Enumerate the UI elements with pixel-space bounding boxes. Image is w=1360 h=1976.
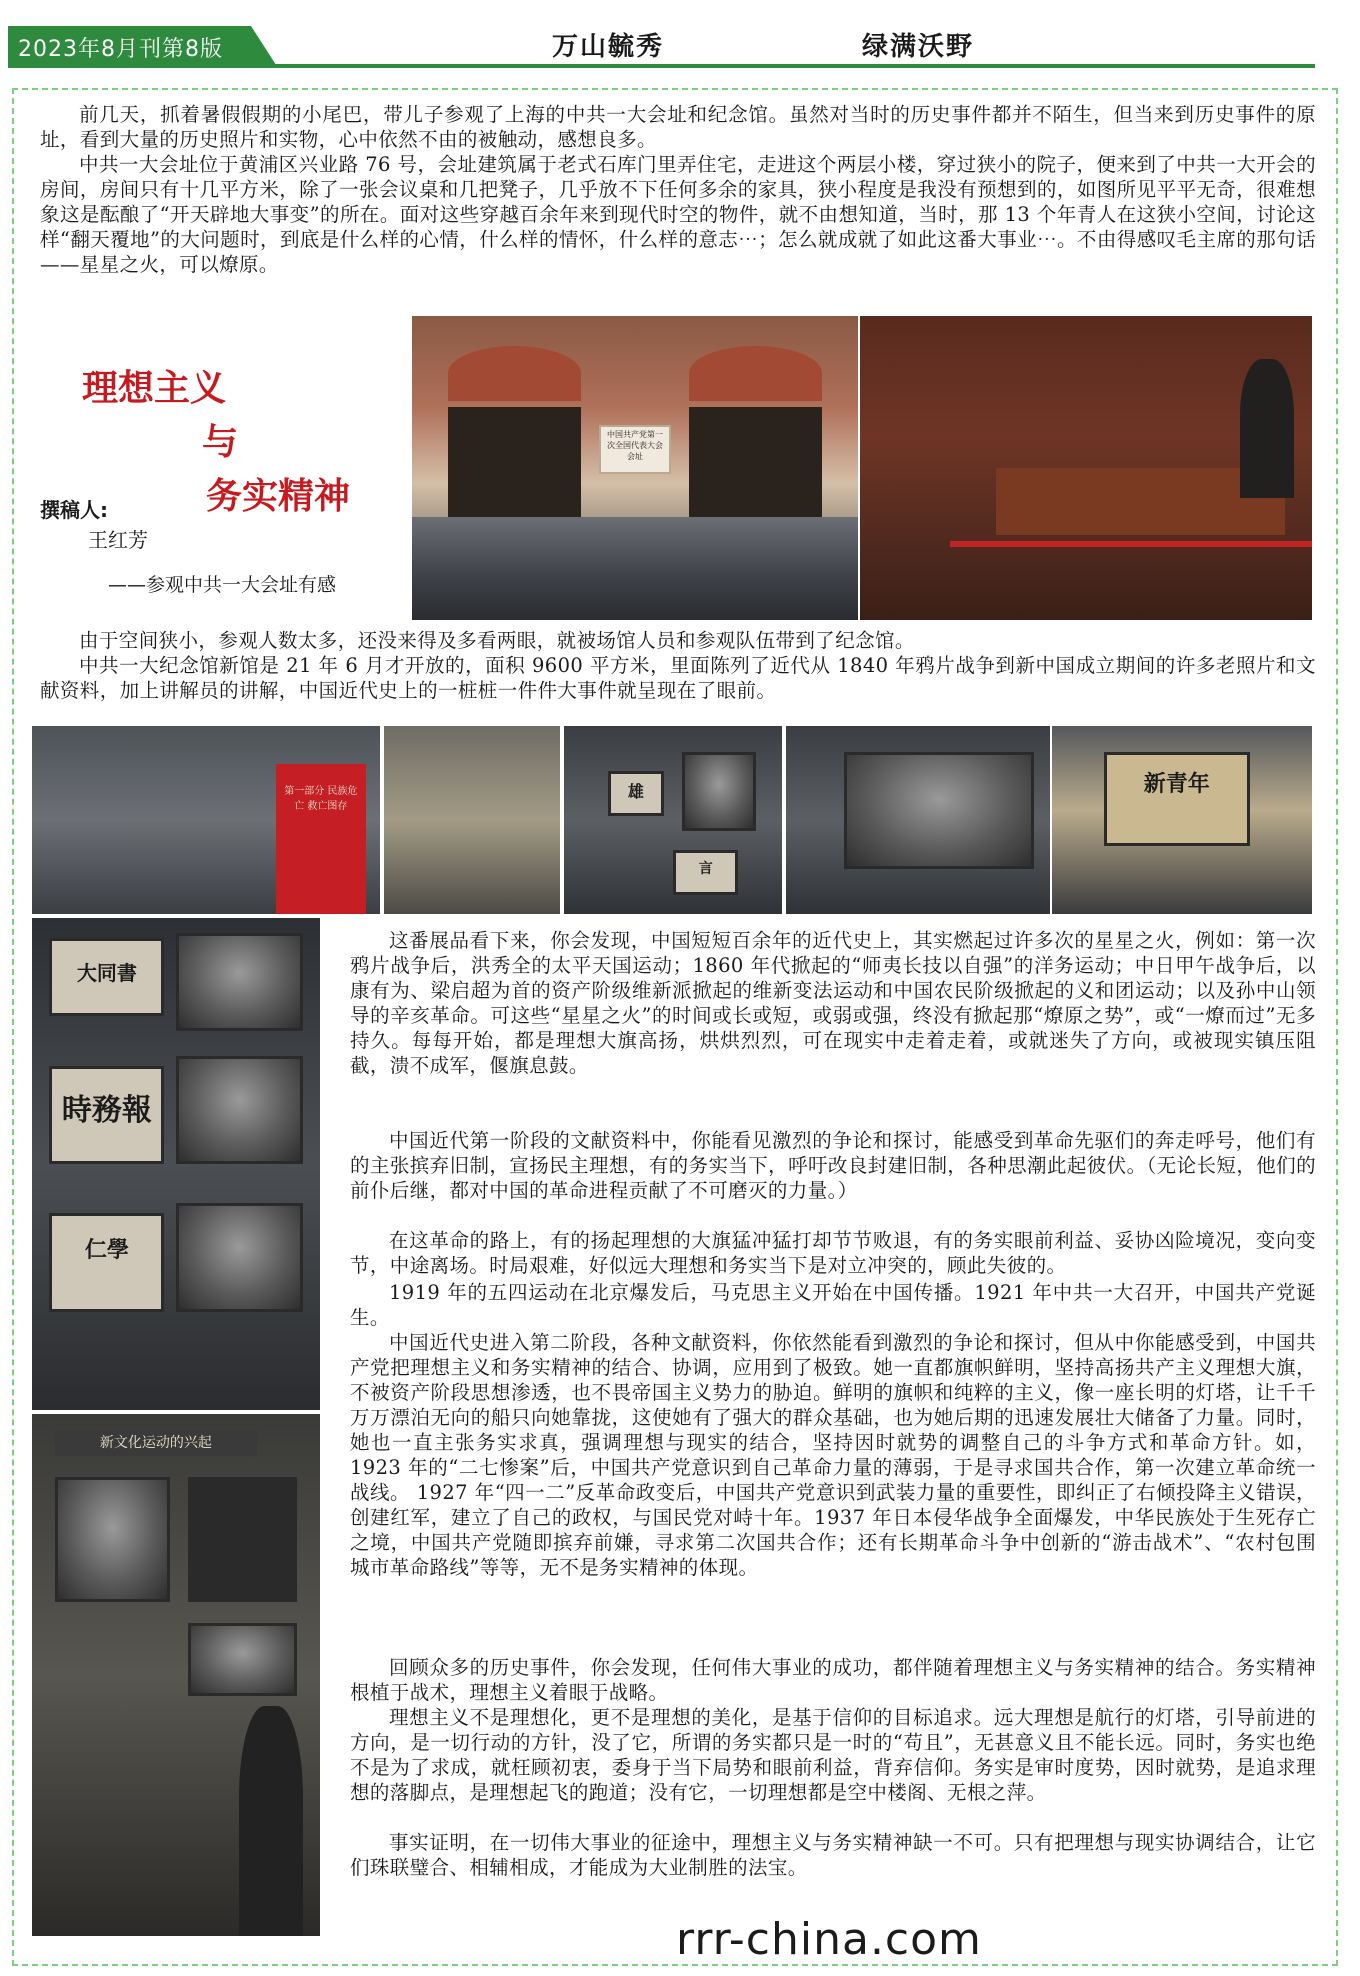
paragraph-7: 在这革命的路上，有的扬起理想的大旗猛冲猛打却节节败退，有的务实眼前利益、妥协凶险境况，变向变节，中途离场。时局艰难，好似远大理想和务实当下是对立冲突的，顾此失彼的。 <box>350 1229 1316 1277</box>
paragraph-3: 由于空间狭小，参观人数太多，还没来得及多看两眼，就被场馆人员和参观队伍带到了纪念馆。 <box>79 629 915 652</box>
paragraph-6: 中国近代第一阶段的文献资料中，你能看见激烈的争论和探讨，能感受到革命先驱们的奔走呼号，他们有的主张摈弃旧制，宣扬民主理想，有的务实当下，呼吁改良封建旧制，各种思潮此起彼伏。（无论长短，他们的前仆后继，都对中国的革命进程贡献了不可磨灭的力量。） <box>350 1129 1316 1202</box>
author-label: 撰稿人: <box>40 498 108 522</box>
paragraph-5: 这番展品看下来，你会发现，中国短短百余年的近代史上，其实燃起过许多次的星星之火，例如：第一次鸦片战争后，洪秀全的太平天国运动；1860 年代掀起的“师夷长技以自强”的洋务运动；中日甲午战争后，以康有为、梁启超为首的资产阶级维新派掀起的维新变法运动和中国农民阶级掀起的义和团运动；以及孙中山领导的辛亥革命。可这些“星星之火”的时间或长或短，或弱或强，终没有掀起那“燎原之势”，或“一燎而过”无多持久。每每开始，都是理想大旗高扬，烘烘烈烈，可在现实中走着走着，或就迷失了方向，或被现实镇压阻截，溃不成军，偃旗息鼓。 <box>350 929 1316 1077</box>
calli-mid: 時務報 <box>61 1093 152 1129</box>
paragraph-8: 1919 年的五四运动在北京爆发后，马克思主义开始在中国传播。1921 年中共一大召开，中国共产党诞生。 <box>350 1281 1316 1329</box>
slogan-right: 绿满沃野 <box>862 32 975 62</box>
header-rule <box>270 64 1315 68</box>
paragraph-12: 事实证明，在一切伟大事业的征途中，理想主义与务实精神缺一不可。只有把理想与现实协调结合，让它们珠联璧合、相辅相成，才能成为大业制胜的法宝。 <box>350 1831 1316 1879</box>
calli-small: 雄 <box>627 781 644 801</box>
photo-reform-wall <box>32 918 320 1410</box>
author-name: 王红芳 <box>88 528 148 552</box>
paragraph-2: 中共一大会址位于黄浦区兴业路 76 号，会址建筑属于老式石库门里弄住宅，走进这个两层小楼，穿过狭小的院子，便来到了中共一大开会的房间，房间只有十几平方米，除了一张会议桌和几把凳子，几乎放不下任何多余的家具，狭小程度是我没有预想到的，如图所见平平无奇，很难想象这是酝酿了“开天辟地大事变”的所在。面对这些穿越百余年来到现代时空的物件，就不由想知道，当时，那 13 个年青人在这狭小空间，讨论这样“翻天覆地”的大问题时，到底是什么样的心情，什么样的情怀，什么样的意志⋯；怎么就成就了如此这番大事业⋯。不由得感叹毛主席的那句话——星星之火，可以燎原。 <box>40 153 1316 276</box>
photo-display-case <box>384 726 560 914</box>
new-culture-sign: 新文化运动的兴起 <box>55 1430 257 1456</box>
book-title: 新青年 <box>1143 771 1210 798</box>
title-line-1: 理想主义 <box>82 368 227 409</box>
slogan-left: 万山毓秀 <box>552 32 665 62</box>
paragraph-9: 中国近代史进入第二阶段，各种文献资料，你依然能看到激烈的争论和探讨，但从中你能感受到，中国共产党把理想主义和务实精神的结合、协调，应用到了极致。她一直都旗帜鲜明，坚持高扬共产主义理想大旗，不被资产阶段思想渗透，也不畏帝国主义势力的胁迫。鲜明的旗帜和纯粹的主义，像一座长明的灯塔，让千千万万漂泊无向的船只向她靠拢，这使她有了强大的群众基础，也为她后期的迅速发展壮大储备了力量。同时，她也一直主张务实求真，强调理想与现实的结合，坚持因时就势的调整自己的斗争方式和革命方针。如，1923 年的“二七惨案”后，中国共产党意识到自己革命力量的薄弱，于是寻求国共合作，第一次建立革命统一战线。 1927 年“四一二”反革命政变后，中国共产党意识到武装力量的重要性，即纠正了右倾投降主义错误，创建红军，建立了自己的政权，与国民党对峙十年。1937 年日本侵华战争全面爆发，中华民族处于生死存亡之境，中国共产党随即摈弃前嫌，寻求第二次国共合作；还有长期革命斗争中创新的“游击战术”、“农村包围城市革命路线”等等，无不是务实精神的体现。 <box>350 1331 1316 1579</box>
paragraph-11: 理想主义不是理想化，更不是理想的美化，是基于信仰的目标追求。远大理想是航行的灯塔，引导前进的方向，是一切行动的方针，没了它，所谓的务实都只是一时的“苟且”，无甚意义且不能长远。同时，务实也绝不是为了求成，就枉顾初衷，委身于当下局势和眼前利益，背弃信仰。务实是审时度势，因时就势，是追求理想的落脚点，是理想起飞的跑道；没有它，一切理想都是空中楼阁、无根之萍。 <box>350 1706 1316 1804</box>
title-line-2: 与 <box>202 422 239 463</box>
photo-new-youth <box>1052 726 1312 914</box>
calli-low: 仁學 <box>84 1236 129 1263</box>
calli-small-2: 言 <box>698 860 713 877</box>
museum-panel-title: 第一部分 民族危亡 救亡图存 <box>284 786 358 813</box>
subtitle: ——参观中共一大会址有感 <box>108 574 337 596</box>
site-plaque: 中国共产党第一次全国代表大会会址 <box>599 425 670 474</box>
page-header <box>0 0 1360 70</box>
photo-museum-hall <box>32 726 380 914</box>
paragraph-1: 前几天，抓着暑假假期的小尾巴，带儿子参观了上海的中共一大会址和纪念馆。虽然对当时的历史事件都并不陌生，但当来到历史事件的原址，看到大量的历史照片和实物，心中依然不由的被触动，感想良多。 <box>40 103 1316 151</box>
photo-meeting-scene <box>786 726 1050 914</box>
paragraph-4: 中共一大纪念馆新馆是 21 年 6 月才开放的，面积 9600 平方米，里面陈列了近代从 1840 年鸦片战争到新中国成立期间的许多老照片和文献资料，加上讲解员的讲解，中国近代史上的一桩桩一件件大事件就呈现在了眼前。 <box>40 654 1316 702</box>
paragraph-10: 回顾众多的历史事件，你会发现，任何伟大事业的成功，都伴随着理想主义与务实精神的结合。务实精神根植于战术，理想主义着眼于战略。 <box>350 1656 1316 1704</box>
photo-new-culture <box>32 1414 320 1936</box>
title-line-3: 务实精神 <box>206 476 351 517</box>
issue-label: 2023年8月刊第8版 <box>18 37 223 62</box>
photo-documents <box>564 726 782 914</box>
photo-meeting-room <box>860 316 1312 620</box>
watermark-text: rrr-china.com <box>676 1914 982 1965</box>
calli-top: 大同書 <box>76 961 137 986</box>
photo-site-facade <box>412 316 858 620</box>
